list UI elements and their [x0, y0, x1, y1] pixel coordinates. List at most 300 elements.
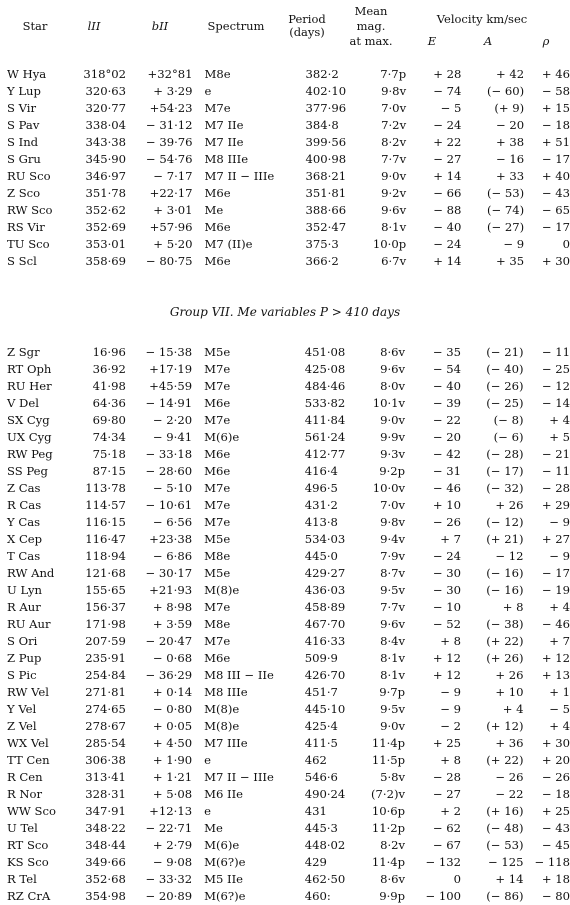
cell-latitude: − 2·20: [152, 413, 193, 427]
cell-longitude: 354·98: [85, 889, 126, 903]
table-row: [4, 514, 570, 531]
table-row: [4, 735, 570, 752]
cell-spectrum: M6e: [204, 651, 231, 665]
cell-latitude: + 3·29: [153, 84, 193, 98]
cell-mag: 9·9p: [379, 889, 406, 903]
cell-velocity-a: (− 32): [486, 481, 524, 495]
cell-period: 400·98: [305, 152, 347, 166]
cell-velocity-e: − 62: [432, 821, 462, 835]
table-row: [4, 151, 570, 168]
cell-spectrum: M8e: [204, 549, 231, 563]
cell-velocity-a: (+ 22): [486, 753, 524, 767]
cell-velocity-a: − 9: [503, 237, 525, 251]
cell-mag: 9·3v: [380, 447, 406, 461]
cell-velocity-rho: − 14: [541, 396, 570, 410]
cell-period: 460:: [304, 889, 331, 903]
cell-period: 462·50: [304, 872, 346, 886]
table-row: [4, 463, 570, 480]
cell-star: RS Vir: [7, 220, 45, 234]
cell-spectrum: M5 IIe: [204, 872, 244, 886]
cell-spectrum: M7 II − IIIe: [204, 169, 275, 183]
header-a: A: [483, 34, 493, 48]
cell-velocity-rho: − 46: [541, 617, 570, 631]
cell-velocity-e: + 14: [433, 169, 462, 183]
cell-mag: 9·2v: [381, 186, 407, 200]
cell-latitude: − 28·60: [145, 464, 193, 478]
cell-velocity-e: − 40: [433, 220, 462, 234]
cell-velocity-e: − 27: [432, 787, 462, 801]
cell-velocity-rho: + 29: [541, 498, 570, 512]
cell-mag: 7·0v: [381, 101, 407, 115]
cell-velocity-a: + 42: [496, 67, 525, 81]
cell-star: S Ind: [7, 135, 39, 149]
header-mag-line1: Mean: [354, 4, 388, 18]
cell-velocity-e: 0: [453, 872, 462, 886]
cell-period: 458·89: [304, 600, 346, 614]
cell-mag: 9·8v: [380, 515, 406, 529]
cell-latitude: − 6·86: [152, 549, 193, 563]
cell-velocity-a: + 26: [495, 498, 524, 512]
cell-period: 445·10: [304, 702, 346, 716]
cell-velocity-a: (+ 26): [486, 651, 524, 665]
cell-latitude: − 7·17: [153, 169, 193, 183]
cell-velocity-a: (− 16): [486, 583, 524, 597]
cell-spectrum: M8e: [204, 67, 231, 81]
cell-spectrum: M7e: [204, 498, 231, 512]
cell-mag: 9·5v: [380, 583, 406, 597]
cell-mag: 9·8v: [381, 84, 407, 98]
cell-velocity-e: − 30: [432, 583, 462, 597]
header-mag-line3: at max.: [349, 34, 393, 48]
table-row: [4, 582, 570, 599]
cell-longitude: 320·63: [85, 84, 127, 98]
cell-latitude: +17·19: [149, 362, 193, 376]
cell-latitude: + 5·08: [152, 787, 193, 801]
cell-velocity-e: + 28: [433, 67, 462, 81]
table-row: [4, 837, 570, 854]
cell-velocity-e: + 12: [432, 668, 462, 682]
cell-velocity-rho: − 18: [541, 787, 570, 801]
cell-mag: 8·6v: [380, 872, 406, 886]
cell-mag: 10·6p: [371, 804, 406, 818]
cell-period: 546·6: [304, 770, 338, 784]
cell-velocity-rho: − 80: [541, 889, 570, 903]
cell-star: Z Sco: [7, 186, 41, 200]
cell-velocity-a: (+ 16): [486, 804, 524, 818]
cell-star: TT Cen: [7, 753, 50, 767]
cell-spectrum: M(8)e: [204, 583, 240, 597]
cell-longitude: 114·57: [85, 498, 126, 512]
cell-latitude: − 31·12: [145, 118, 193, 132]
cell-star: WX Vel: [7, 736, 49, 750]
cell-velocity-a: + 38: [496, 135, 525, 149]
cell-spectrum: M(6?)e: [204, 855, 246, 869]
cell-velocity-e: − 66: [433, 186, 462, 200]
cell-star: S Vir: [7, 101, 37, 115]
cell-mag: 10·0v: [372, 481, 406, 495]
cell-longitude: 254·84: [85, 668, 126, 682]
table-row: [4, 854, 570, 871]
table-row: [4, 253, 570, 270]
cell-velocity-a: + 35: [496, 254, 525, 268]
cell-spectrum: M6e: [204, 254, 231, 268]
cell-star: R Nor: [7, 787, 43, 801]
cell-velocity-e: − 9: [440, 685, 462, 699]
cell-period: 534·03: [304, 532, 346, 546]
cell-velocity-rho: + 27: [541, 532, 570, 546]
group-title: Group VII. Me variables P > 410 days: [169, 305, 401, 319]
table-row: [4, 236, 570, 253]
cell-star: RT Sco: [7, 838, 49, 852]
cell-period: 413·8: [304, 515, 338, 529]
cell-latitude: − 33·18: [145, 447, 193, 461]
cell-spectrum: M(8)e: [204, 702, 240, 716]
cell-star: R Cas: [7, 498, 42, 512]
cell-spectrum: M7 IIIe: [204, 736, 248, 750]
cell-period: 451·08: [304, 345, 346, 359]
cell-velocity-e: − 40: [432, 379, 462, 393]
cell-velocity-rho: + 46: [541, 67, 570, 81]
cell-period: 496·5: [304, 481, 338, 495]
cell-star: Z Cas: [7, 481, 41, 495]
cell-velocity-rho: − 9: [549, 549, 570, 563]
cell-period: 431·2: [304, 498, 338, 512]
cell-latitude: + 4·50: [152, 736, 193, 750]
cell-velocity-e: + 22: [433, 135, 462, 149]
cell-spectrum: M7e: [204, 634, 231, 648]
cell-star: SS Peg: [7, 464, 48, 478]
cell-mag: 8·4v: [380, 634, 406, 648]
cell-spectrum: M8e: [204, 617, 231, 631]
cell-velocity-e: − 88: [433, 203, 462, 217]
cell-star: S Ori: [7, 634, 38, 648]
cell-velocity-rho: − 25: [541, 362, 570, 376]
cell-mag: 7·7v: [381, 152, 407, 166]
table-row: [4, 718, 570, 735]
table-row: [4, 117, 570, 134]
cell-spectrum: M7e: [204, 379, 231, 393]
cell-longitude: 87·15: [92, 464, 126, 478]
cell-star: U Lyn: [7, 583, 42, 597]
cell-velocity-rho: − 28: [541, 481, 570, 495]
cell-velocity-a: (− 12): [486, 515, 524, 529]
cell-period: 351·81: [305, 186, 347, 200]
cell-star: S Pav: [7, 118, 40, 132]
cell-latitude: − 30·17: [145, 566, 193, 580]
header-rho: ρ: [542, 34, 550, 48]
cell-velocity-rho: − 45: [541, 838, 570, 852]
cell-longitude: 121·68: [85, 566, 126, 580]
cell-latitude: + 1·90: [152, 753, 193, 767]
cell-velocity-rho: + 12: [541, 651, 570, 665]
cell-period: 416·33: [304, 634, 346, 648]
cell-mag: 10·1v: [372, 396, 406, 410]
header-e: E: [427, 34, 437, 48]
table-row: [4, 599, 570, 616]
cell-latitude: +23·38: [149, 532, 193, 546]
cell-star: RW Sco: [7, 203, 53, 217]
cell-velocity-a: (+ 9): [494, 101, 525, 115]
cell-velocity-a: (+ 22): [486, 634, 524, 648]
cell-longitude: 313·41: [85, 770, 126, 784]
cell-star: S Gru: [7, 152, 41, 166]
cell-star: X Cep: [7, 532, 43, 546]
cell-mag: 11·4p: [371, 736, 406, 750]
cell-latitude: + 1·21: [152, 770, 193, 784]
table-row: [4, 134, 570, 151]
cell-latitude: − 0·80: [152, 702, 193, 716]
cell-velocity-e: − 52: [432, 617, 462, 631]
cell-spectrum: Me: [204, 821, 223, 835]
cell-velocity-a: (− 27): [486, 220, 525, 234]
cell-velocity-a: (− 17): [486, 464, 524, 478]
cell-velocity-a: + 26: [495, 668, 524, 682]
cell-velocity-rho: − 43: [541, 186, 570, 200]
cell-longitude: 36·92: [92, 362, 126, 376]
cell-velocity-a: − 26: [495, 770, 524, 784]
cell-star: Z Pup: [7, 651, 42, 665]
cell-velocity-a: + 36: [495, 736, 524, 750]
cell-velocity-rho: + 13: [541, 668, 570, 682]
cell-velocity-e: − 24: [433, 118, 462, 132]
cell-velocity-a: − 16: [496, 152, 525, 166]
table-row: [4, 616, 570, 633]
header-star: Star: [22, 19, 48, 33]
cell-mag: 8·1v: [380, 668, 406, 682]
table-row: [4, 650, 570, 667]
cell-longitude: 41·98: [92, 379, 126, 393]
cell-longitude: 69·80: [92, 413, 126, 427]
cell-period: 368·21: [305, 169, 347, 183]
cell-velocity-a: (− 74): [486, 203, 525, 217]
cell-spectrum: M(6?)e: [204, 889, 246, 903]
cell-period: 377·96: [305, 101, 347, 115]
cell-period: 382·2: [305, 67, 339, 81]
cell-velocity-a: (− 53): [486, 838, 524, 852]
cell-star: TU Sco: [7, 237, 50, 251]
cell-mag: 9·2p: [379, 464, 406, 478]
cell-spectrum: M(6)e: [204, 430, 240, 444]
table-row: [4, 480, 570, 497]
cell-velocity-e: − 28: [432, 770, 462, 784]
cell-longitude: 75·18: [92, 447, 126, 461]
cell-velocity-rho: + 51: [541, 135, 570, 149]
cell-spectrum: M7e: [204, 362, 231, 376]
cell-longitude: 347·91: [85, 804, 126, 818]
cell-velocity-rho: + 40: [541, 169, 570, 183]
cell-period: 561·24: [304, 430, 346, 444]
cell-star: R Cen: [7, 770, 43, 784]
cell-velocity-e: − 100: [425, 889, 462, 903]
cell-spectrum: e: [204, 804, 211, 818]
cell-mag: (7·2)v: [371, 787, 406, 801]
cell-spectrum: M7 II − IIIe: [204, 770, 274, 784]
table-row: [4, 803, 570, 820]
cell-longitude: 338·04: [85, 118, 127, 132]
cell-longitude: 345·90: [85, 152, 127, 166]
cell-velocity-rho: − 17: [541, 152, 570, 166]
cell-velocity-e: − 2: [440, 719, 462, 733]
cell-velocity-a: + 8: [502, 600, 524, 614]
cell-velocity-a: (− 6): [493, 430, 524, 444]
cell-mag: 11·2p: [371, 821, 406, 835]
cell-star: U Tel: [7, 821, 38, 835]
cell-star: Y Vel: [7, 702, 37, 716]
cell-velocity-rho: − 11: [541, 345, 570, 359]
cell-mag: 9·6v: [380, 362, 406, 376]
cell-velocity-a: (− 16): [486, 566, 524, 580]
cell-velocity-rho: + 30: [541, 736, 570, 750]
cell-latitude: − 36·29: [145, 668, 193, 682]
cell-spectrum: M6 IIe: [204, 787, 244, 801]
group6-table: [4, 66, 570, 270]
cell-velocity-e: + 8: [440, 634, 462, 648]
cell-mag: 7·7v: [380, 600, 406, 614]
cell-period: 411·5: [304, 736, 338, 750]
cell-velocity-e: − 54: [432, 362, 462, 376]
cell-longitude: 271·81: [85, 685, 126, 699]
cell-longitude: 113·78: [85, 481, 126, 495]
cell-latitude: − 54·76: [145, 152, 193, 166]
cell-star: RW Vel: [7, 685, 49, 699]
cell-velocity-rho: − 5: [549, 702, 570, 716]
cell-velocity-a: (− 26): [486, 379, 524, 393]
cell-mag: 6·7v: [381, 254, 407, 268]
cell-star: R Aur: [7, 600, 41, 614]
cell-mag: 8·2v: [380, 838, 406, 852]
cell-velocity-a: (− 25): [486, 396, 524, 410]
cell-velocity-e: − 10: [432, 600, 462, 614]
cell-star: RW Peg: [7, 447, 53, 461]
cell-velocity-rho: + 15: [541, 101, 570, 115]
cell-star: S Pic: [7, 668, 37, 682]
cell-period: 490·24: [304, 787, 346, 801]
cell-velocity-rho: + 1: [549, 685, 570, 699]
cell-longitude: 306·38: [85, 753, 126, 767]
cell-star: SX Cyg: [7, 413, 50, 427]
cell-latitude: − 80·75: [145, 254, 193, 268]
cell-longitude: 343·38: [85, 135, 127, 149]
table-row: [4, 565, 570, 582]
cell-longitude: 156·37: [85, 600, 126, 614]
cell-mag: 5·8v: [380, 770, 406, 784]
table-row: [4, 83, 570, 100]
cell-period: 388·66: [305, 203, 347, 217]
cell-star: S Scl: [7, 254, 37, 268]
cell-longitude: 352·69: [85, 220, 127, 234]
cell-velocity-a: (− 21): [486, 345, 524, 359]
cell-period: 399·56: [305, 135, 347, 149]
cell-longitude: 346·97: [85, 169, 127, 183]
cell-velocity-rho: − 58: [541, 84, 570, 98]
cell-velocity-a: + 10: [495, 685, 524, 699]
cell-latitude: + 3·01: [153, 203, 193, 217]
table-row: [4, 395, 570, 412]
cell-mag: 11·5p: [371, 753, 406, 767]
cell-mag: 9·4v: [380, 532, 406, 546]
cell-velocity-rho: + 25: [541, 804, 570, 818]
table-row: [4, 531, 570, 548]
table-row: [4, 66, 570, 83]
cell-spectrum: M6e: [204, 186, 231, 200]
cell-spectrum: e: [204, 753, 211, 767]
cell-spectrum: Me: [204, 203, 224, 217]
cell-star: T Cas: [7, 549, 41, 563]
cell-longitude: 285·54: [85, 736, 126, 750]
cell-period: 416·4: [304, 464, 338, 478]
header-mag-line2: mag.: [356, 19, 386, 33]
cell-spectrum: M8 IIIe: [204, 685, 248, 699]
cell-mag: 8·6v: [380, 345, 406, 359]
cell-latitude: − 33·32: [145, 872, 193, 886]
cell-velocity-a: (− 48): [486, 821, 524, 835]
cell-period: 426·70: [304, 668, 346, 682]
cell-period: 431: [304, 804, 327, 818]
cell-period: 425·08: [304, 362, 346, 376]
cell-velocity-a: + 4: [502, 702, 524, 716]
table-row: [4, 548, 570, 565]
cell-latitude: − 39·76: [145, 135, 193, 149]
cell-spectrum: M7 (II)e: [204, 237, 253, 251]
table-row: [4, 168, 570, 185]
cell-star: R Tel: [7, 872, 37, 886]
cell-latitude: +54·23: [149, 101, 193, 115]
cell-velocity-rho: − 65: [541, 203, 570, 217]
cell-longitude: 16·96: [92, 345, 126, 359]
header-spectrum: Spectrum: [207, 19, 265, 33]
header-l: lII: [87, 19, 101, 33]
cell-star: RZ CrA: [7, 889, 51, 903]
cell-spectrum: M7 IIe: [204, 118, 244, 132]
cell-spectrum: M6e: [204, 447, 231, 461]
cell-mag: 9·9v: [380, 430, 406, 444]
cell-period: 462: [304, 753, 327, 767]
cell-mag: 7·2v: [381, 118, 407, 132]
cell-spectrum: M7e: [204, 481, 231, 495]
cell-latitude: − 20·89: [145, 889, 193, 903]
cell-velocity-rho: − 118: [534, 855, 570, 869]
cell-mag: 8·1v: [380, 651, 406, 665]
cell-velocity-e: + 25: [432, 736, 462, 750]
cell-spectrum: M8 III − IIe: [204, 668, 274, 682]
table-row: [4, 752, 570, 769]
cell-latitude: − 22·71: [145, 821, 193, 835]
cell-longitude: 352·68: [85, 872, 126, 886]
cell-mag: 9·6v: [380, 617, 406, 631]
cell-longitude: 318°02: [83, 67, 127, 81]
cell-velocity-e: + 2: [440, 804, 462, 818]
cell-velocity-rho: − 17: [541, 566, 570, 580]
cell-velocity-rho: − 17: [541, 220, 570, 234]
cell-mag: 9·7p: [379, 685, 406, 699]
cell-velocity-e: − 42: [432, 447, 462, 461]
table-row: [4, 667, 570, 684]
cell-mag: 7·7p: [380, 67, 407, 81]
cell-star: Y Cas: [7, 515, 41, 529]
cell-star: KS Sco: [7, 855, 49, 869]
header-period-line2: (days): [289, 25, 325, 39]
cell-velocity-a: − 20: [496, 118, 525, 132]
cell-latitude: − 20·47: [145, 634, 193, 648]
cell-velocity-a: + 14: [495, 872, 524, 886]
cell-period: 375·3: [305, 237, 339, 251]
cell-spectrum: M5e: [204, 532, 231, 546]
cell-latitude: − 5·10: [152, 481, 193, 495]
cell-star: UX Cyg: [7, 430, 52, 444]
cell-velocity-rho: − 18: [541, 118, 570, 132]
cell-velocity-e: − 24: [432, 549, 462, 563]
cell-mag: 7·0v: [380, 498, 406, 512]
